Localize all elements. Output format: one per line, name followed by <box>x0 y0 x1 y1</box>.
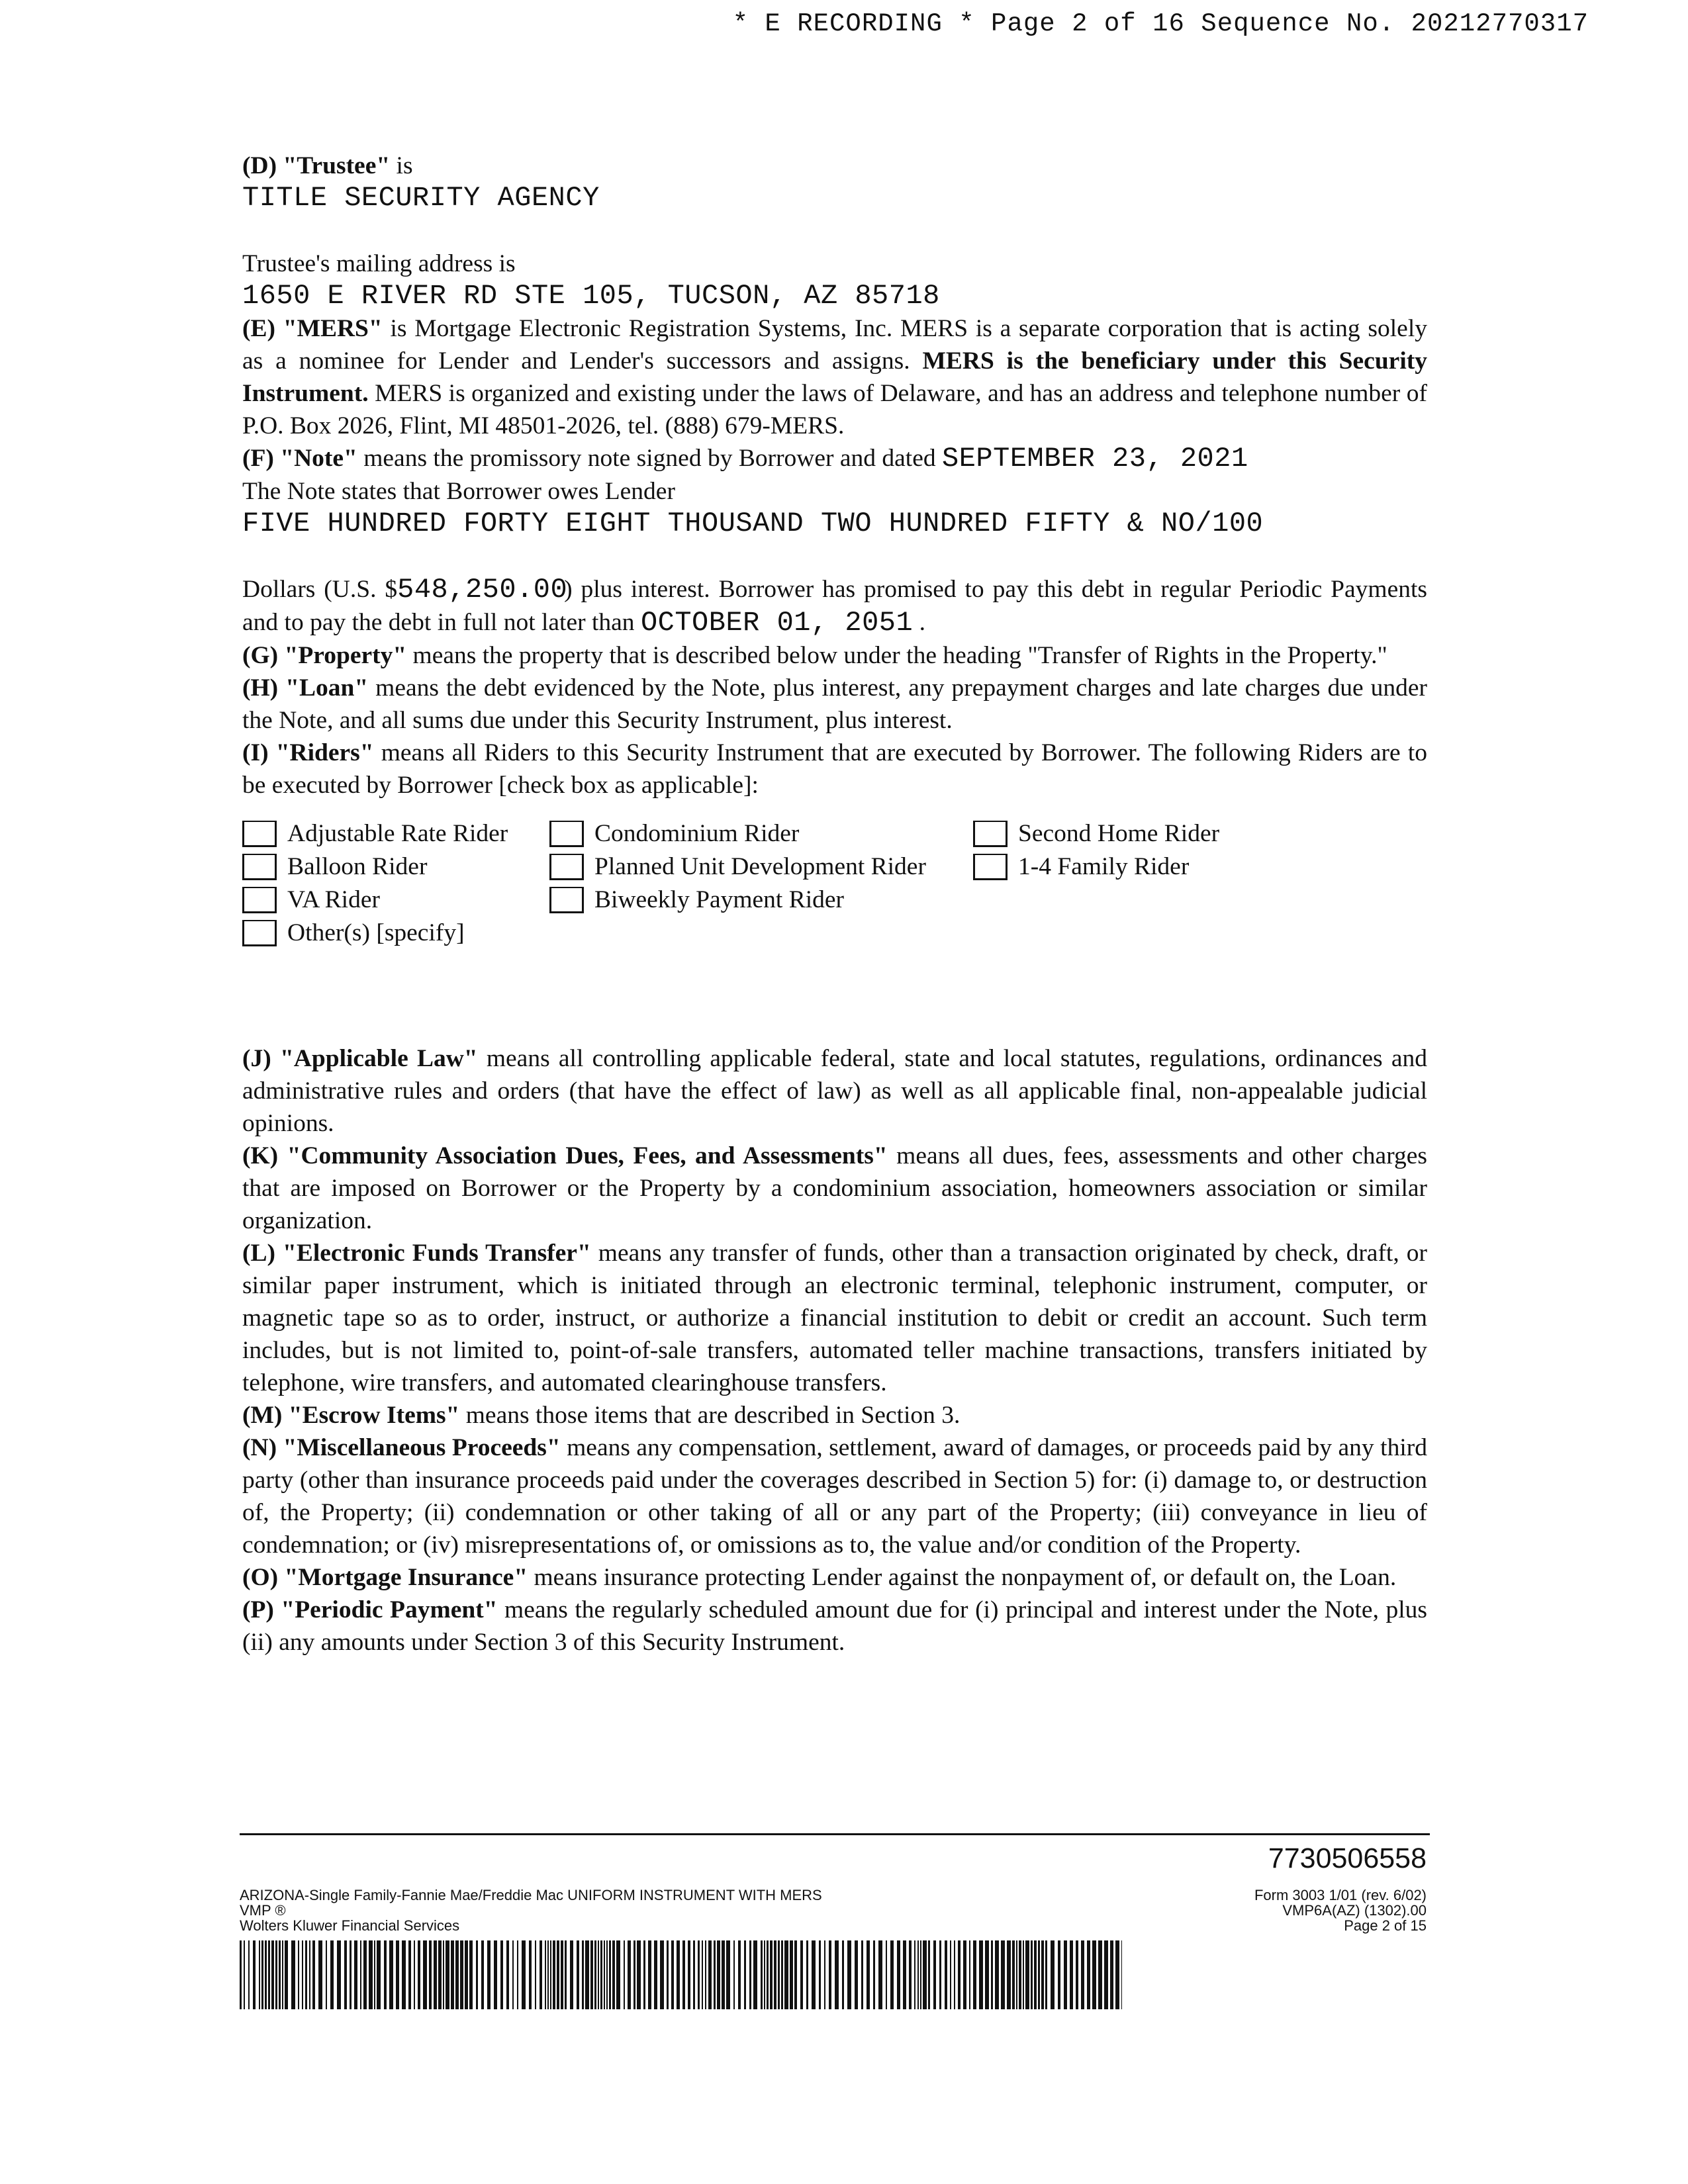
rider-label: Other(s) [specify] <box>287 919 465 946</box>
definition-i <box>242 737 1427 801</box>
trustee-name: TITLE SECURITY AGENCY <box>242 182 600 214</box>
rider-option[interactable] <box>973 850 1189 883</box>
footer-form-number <box>1254 1888 1427 1933</box>
definition-h <box>242 672 1427 737</box>
amount-figure: 548,250.00 <box>397 574 568 606</box>
definition-l <box>242 1237 1427 1399</box>
rider-checkbox[interactable] <box>973 821 1008 847</box>
rider-checkbox[interactable] <box>242 821 277 847</box>
rider-label: Balloon Rider <box>287 853 428 880</box>
riders-checklist <box>242 817 1427 963</box>
definition-label: (P) "Periodic Payment" <box>242 1596 498 1623</box>
definition-label: (N) "Miscellaneous Proceeds" <box>242 1434 561 1461</box>
loan-number: 7730506558 <box>1268 1843 1427 1874</box>
definition-text: is <box>390 152 413 179</box>
definition-label: (L) "Electronic Funds Transfer" <box>242 1240 591 1267</box>
page-number: Page 2 of 15 <box>1344 1917 1427 1934</box>
definition-text: means any compensation, settlement, award of damages, or proceeds paid by any third party (other than insurance proceeds paid under the coverages described in Section 5) for: (i) damage to, or destruction of, the Property; (ii) condemnation or other taking of all or any part of the Property; (iii) conveyance in lieu of condemnation; or (iv) misrepresentations of, or omissions as to, the value and/or condition of the Property. <box>242 1434 1427 1559</box>
rider-label: Condominium Rider <box>594 820 800 847</box>
rider-option[interactable] <box>242 917 465 949</box>
note-owes-text: The Note states that Borrower owes Lender <box>242 478 675 505</box>
definition-m <box>242 1399 1427 1432</box>
definition-text: ) plus interest. Borrower has promised to pay this debt in regular Periodic Payments and to pay the debt in full not later than <box>242 576 1427 636</box>
definition-o <box>242 1561 1427 1594</box>
form-description: ARIZONA-Single Family-Fannie Mae/Freddie Mac UNIFORM INSTRUMENT WITH MERS <box>240 1887 822 1903</box>
rider-checkbox[interactable] <box>549 887 584 913</box>
rider-label: Adjustable Rate Rider <box>287 820 508 847</box>
definition-label: (M) "Escrow Items" <box>242 1402 460 1429</box>
trustee-mailing-intro: Trustee's mailing address is <box>242 250 516 277</box>
definition-text: means any transfer of funds, other than a transaction originated by check, draft, or similar paper instrument, which is initiated through an electronic terminal, telephonic instrument, computer, or magnetic tape so as to order, instruct, or authorize a financial institution to debit or credit an account. Such term includes, but is not limited to, point-of-sale transfers, automated teller machine transactions, transfers initiated by telephone, wire transfers, and automated clearinghouse transfers. <box>242 1240 1427 1396</box>
definition-n <box>242 1432 1427 1561</box>
definition-text: means the regularly scheduled amount due for (i) principal and interest under the Note, plus (ii) any amounts under Section 3 of this Security Instrument. <box>242 1596 1428 1656</box>
definition-d <box>242 150 1427 182</box>
dollars-prefix: Dollars (U.S. $ <box>242 576 398 603</box>
definition-p <box>242 1594 1427 1659</box>
rider-checkbox[interactable] <box>549 821 584 847</box>
definition-label: (F) "Note" <box>242 445 357 472</box>
definition-k <box>242 1140 1427 1237</box>
amount-in-words: FIVE HUNDRED FORTY EIGHT THOUSAND TWO HUNDRED FIFTY & NO/100 <box>242 508 1264 539</box>
rider-label: 1-4 Family Rider <box>1018 853 1190 880</box>
recording-header: * E RECORDING * Page 2 of 16 Sequence No. 20212770317 <box>732 9 1589 38</box>
rider-checkbox[interactable] <box>549 854 584 880</box>
definition-text: means all Riders to this Security Instrument that are executed by Borrower. The following Riders are to be executed by Borrower [check box as applicable]: <box>242 739 1427 799</box>
definition-label: (G) "Property" <box>242 642 407 669</box>
definition-text: means the debt evidenced by the Note, plus interest, any prepayment charges and late charges due under the Note, and all sums due under this Security Instrument, plus interest. <box>242 674 1428 734</box>
definition-g <box>242 639 1427 672</box>
definition-e <box>242 312 1427 442</box>
rider-option[interactable] <box>242 850 427 883</box>
note-date: SEPTEMBER 23, 2021 <box>942 443 1248 475</box>
definition-label: (K) "Community Association Dues, Fees, and Assessments" <box>242 1142 888 1169</box>
rider-label: Planned Unit Development Rider <box>594 853 926 880</box>
definition-j <box>242 1042 1427 1140</box>
definition-text: . <box>913 609 925 636</box>
definition-text: is Mortgage Electronic Registration Systems, Inc. MERS is a separate corporation that is acting solely as a nominee for Lender and Lender's successors and assigns. <box>242 315 1427 375</box>
rider-checkbox[interactable] <box>973 854 1008 880</box>
definition-label: (H) "Loan" <box>242 674 369 702</box>
footer-form-info <box>240 1888 822 1933</box>
rider-checkbox[interactable] <box>242 887 277 913</box>
rider-label: VA Rider <box>287 886 380 913</box>
trustee-mailing-address: 1650 E RIVER RD STE 105, TUCSON, AZ 85718 <box>242 280 940 312</box>
rider-option[interactable] <box>549 884 844 916</box>
rider-option[interactable] <box>549 850 926 883</box>
amount-paragraph <box>242 573 1427 639</box>
definition-label: (E) "MERS" <box>242 315 383 342</box>
definition-text: means the promissory note signed by Borrower and dated <box>357 445 942 472</box>
definition-text: means the property that is described below under the heading "Transfer of Rights in the Property." <box>406 642 1387 669</box>
definition-label: (D) "Trustee" <box>242 152 391 179</box>
rider-label: Biweekly Payment Rider <box>594 886 845 913</box>
rider-option[interactable] <box>242 817 508 850</box>
definition-f <box>242 442 1427 475</box>
rider-option[interactable] <box>242 884 380 916</box>
definition-text: means insurance protecting Lender against the nonpayment of, or default on, the Loan. <box>528 1564 1397 1591</box>
publisher: Wolters Kluwer Financial Services <box>240 1917 460 1934</box>
definition-text: means those items that are described in Section 3. <box>459 1402 961 1429</box>
definition-label: (I) "Riders" <box>242 739 374 766</box>
footer-divider <box>240 1833 1430 1835</box>
maturity-date: OCTOBER 01, 2051 <box>640 607 914 639</box>
rider-checkbox[interactable] <box>242 920 277 946</box>
rider-label: Second Home Rider <box>1018 820 1220 847</box>
rider-checkbox[interactable] <box>242 854 277 880</box>
definition-text: means all dues, fees, assessments and other charges that are imposed on Borrower or the Property by a condominium association, homeowners association or similar organization. <box>242 1142 1427 1234</box>
rider-option[interactable] <box>549 817 799 850</box>
vmp-mark: VMP ® <box>240 1902 286 1919</box>
form-number: Form 3003 1/01 (rev. 6/02) <box>1254 1887 1427 1903</box>
definition-label: (O) "Mortgage Insurance" <box>242 1564 528 1591</box>
definition-text: MERS is organized and existing under the laws of Delaware, and has an address and telephone number of P.O. Box 2026, Flint, MI 48501-2026, tel. (888) 679-MERS. <box>242 380 1427 439</box>
definition-bold-text: MERS is the beneficiary under this Security Instrument. <box>242 347 1427 407</box>
rider-option[interactable] <box>973 817 1219 850</box>
barcode <box>240 1940 1122 2009</box>
vmp-code: VMP6A(AZ) (1302).00 <box>1282 1902 1427 1919</box>
definition-text: means all controlling applicable federal, state and local statutes, regulations, ordinances and administrative rules and orders (that have the effect of law) as well as all applicable final, non-appealable judicial opinions. <box>242 1045 1427 1137</box>
definition-label: (J) "Applicable Law" <box>242 1045 478 1072</box>
document-body <box>242 150 1427 1659</box>
